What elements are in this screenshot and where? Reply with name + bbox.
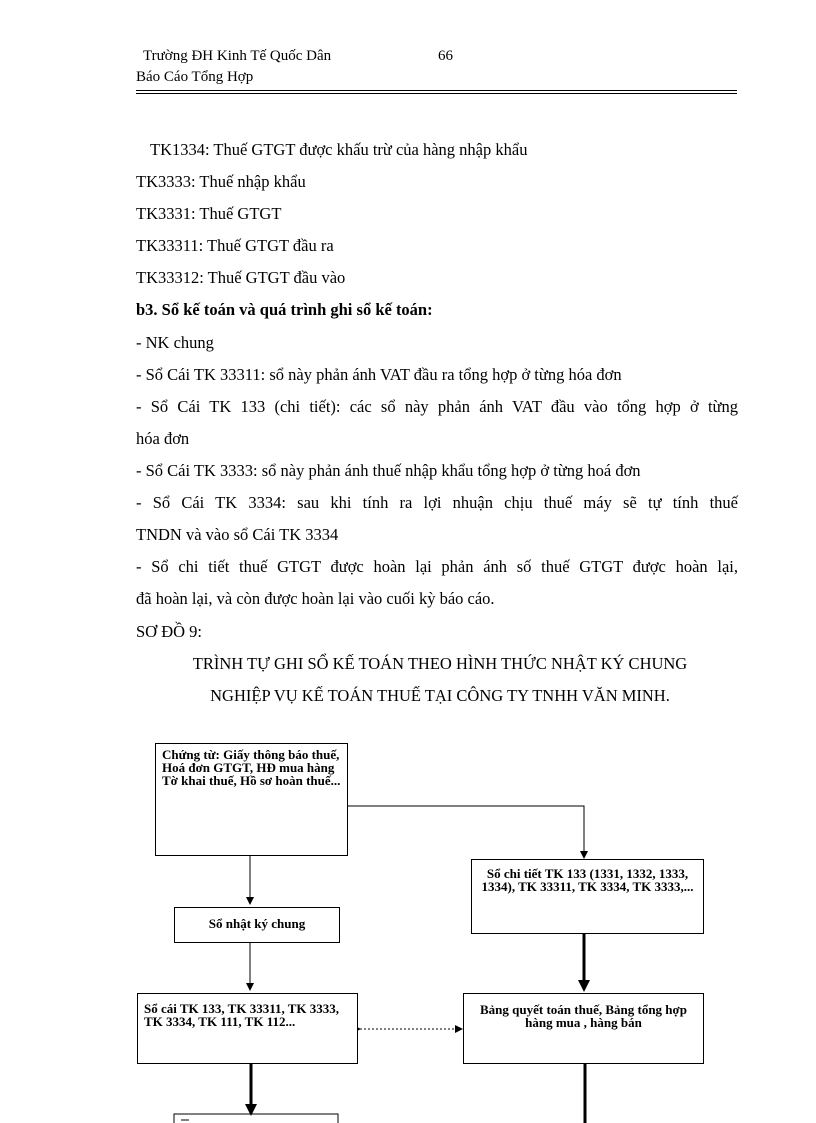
box-general-ledger: Sổ cái TK 133, TK 33311, TK 3333, TK 3334, TK 111, TK 112... xyxy=(137,993,358,1064)
box-general-journal: Sổ nhật ký chung xyxy=(174,907,340,943)
text-line: TK1334: Thuế GTGT được khấu trừ của hàng nhập khẩu xyxy=(150,140,528,159)
text-line: TK3333: Thuế nhập khẩu xyxy=(136,172,306,191)
page-number: 66 xyxy=(438,48,453,64)
partial-box-bottom xyxy=(174,1114,338,1123)
box-detail-ledger: Sổ chi tiết TK 133 (1331, 1332, 1333, 1334), TK 33311, TK 3334, TK 3333,... xyxy=(471,859,704,934)
text-line: TK3331: Thuế GTGT xyxy=(136,204,282,223)
header-report-title: Báo Cáo Tổng Hợp xyxy=(136,69,254,85)
list-item: - Sổ chi tiết thuế GTGT được hoàn lại phản ánh số thuế GTGT được hoàn lại, xyxy=(136,557,738,576)
header-university: Trường ĐH Kinh Tế Quốc Dân xyxy=(143,48,332,64)
list-item: - Sổ Cái TK 3334: sau khi tính ra lợi nhuận chịu thuế máy sẽ tự tính thuế xyxy=(136,493,738,512)
diagram-title-line-1: TRÌNH TỰ GHI SỔ KẾ TOÁN THEO HÌNH THỨC NHẬT KÝ CHUNG xyxy=(192,654,688,673)
box-tax-settlement: Bảng quyết toán thuế, Bảng tổng hợp hàng mua , hàng bán xyxy=(463,993,704,1064)
diagram-label: SƠ ĐỒ 9: xyxy=(136,622,203,641)
arrow-source-to-detail xyxy=(348,806,584,858)
list-item: - Sổ Cái TK 133 (chi tiết): các sổ này phản ánh VAT đầu vào tổng hợp ở từng xyxy=(136,397,738,416)
list-item-continuation: hóa đơn xyxy=(136,429,190,448)
section-heading: b3. Sổ kế toán và quá trình ghi sổ kế toán: xyxy=(136,300,433,319)
list-item: - NK chung xyxy=(136,333,214,352)
text-line: TK33311: Thuế GTGT đầu ra xyxy=(136,236,334,255)
box-source-documents: Chứng từ: Giấy thông báo thuế, Hoá đơn GTGT, HĐ mua hàng Tờ khai thuế, Hồ sơ hoàn thuế... xyxy=(155,743,348,856)
text-line: TK33312: Thuế GTGT đầu vào xyxy=(136,268,346,287)
list-item: - Sổ Cái TK 3333: sổ này phản ánh thuế nhập khẩu tổng hợp ở từng hoá đơn xyxy=(136,461,641,480)
diagram-title-line-2: NGHIỆP VỤ KẾ TOÁN THUẾ TẠI CÔNG TY TNHH VĂN MINH. xyxy=(210,686,670,705)
list-item-continuation: TNDN và vào sổ Cái TK 3334 xyxy=(136,525,339,544)
list-item-continuation: đã hoàn lại, và còn được hoàn lại vào cuối kỳ báo cáo. xyxy=(136,589,495,608)
list-item: - Sổ Cái TK 33311: sổ này phản ánh VAT đầu ra tổng hợp ở từng hóa đơn xyxy=(136,365,622,384)
